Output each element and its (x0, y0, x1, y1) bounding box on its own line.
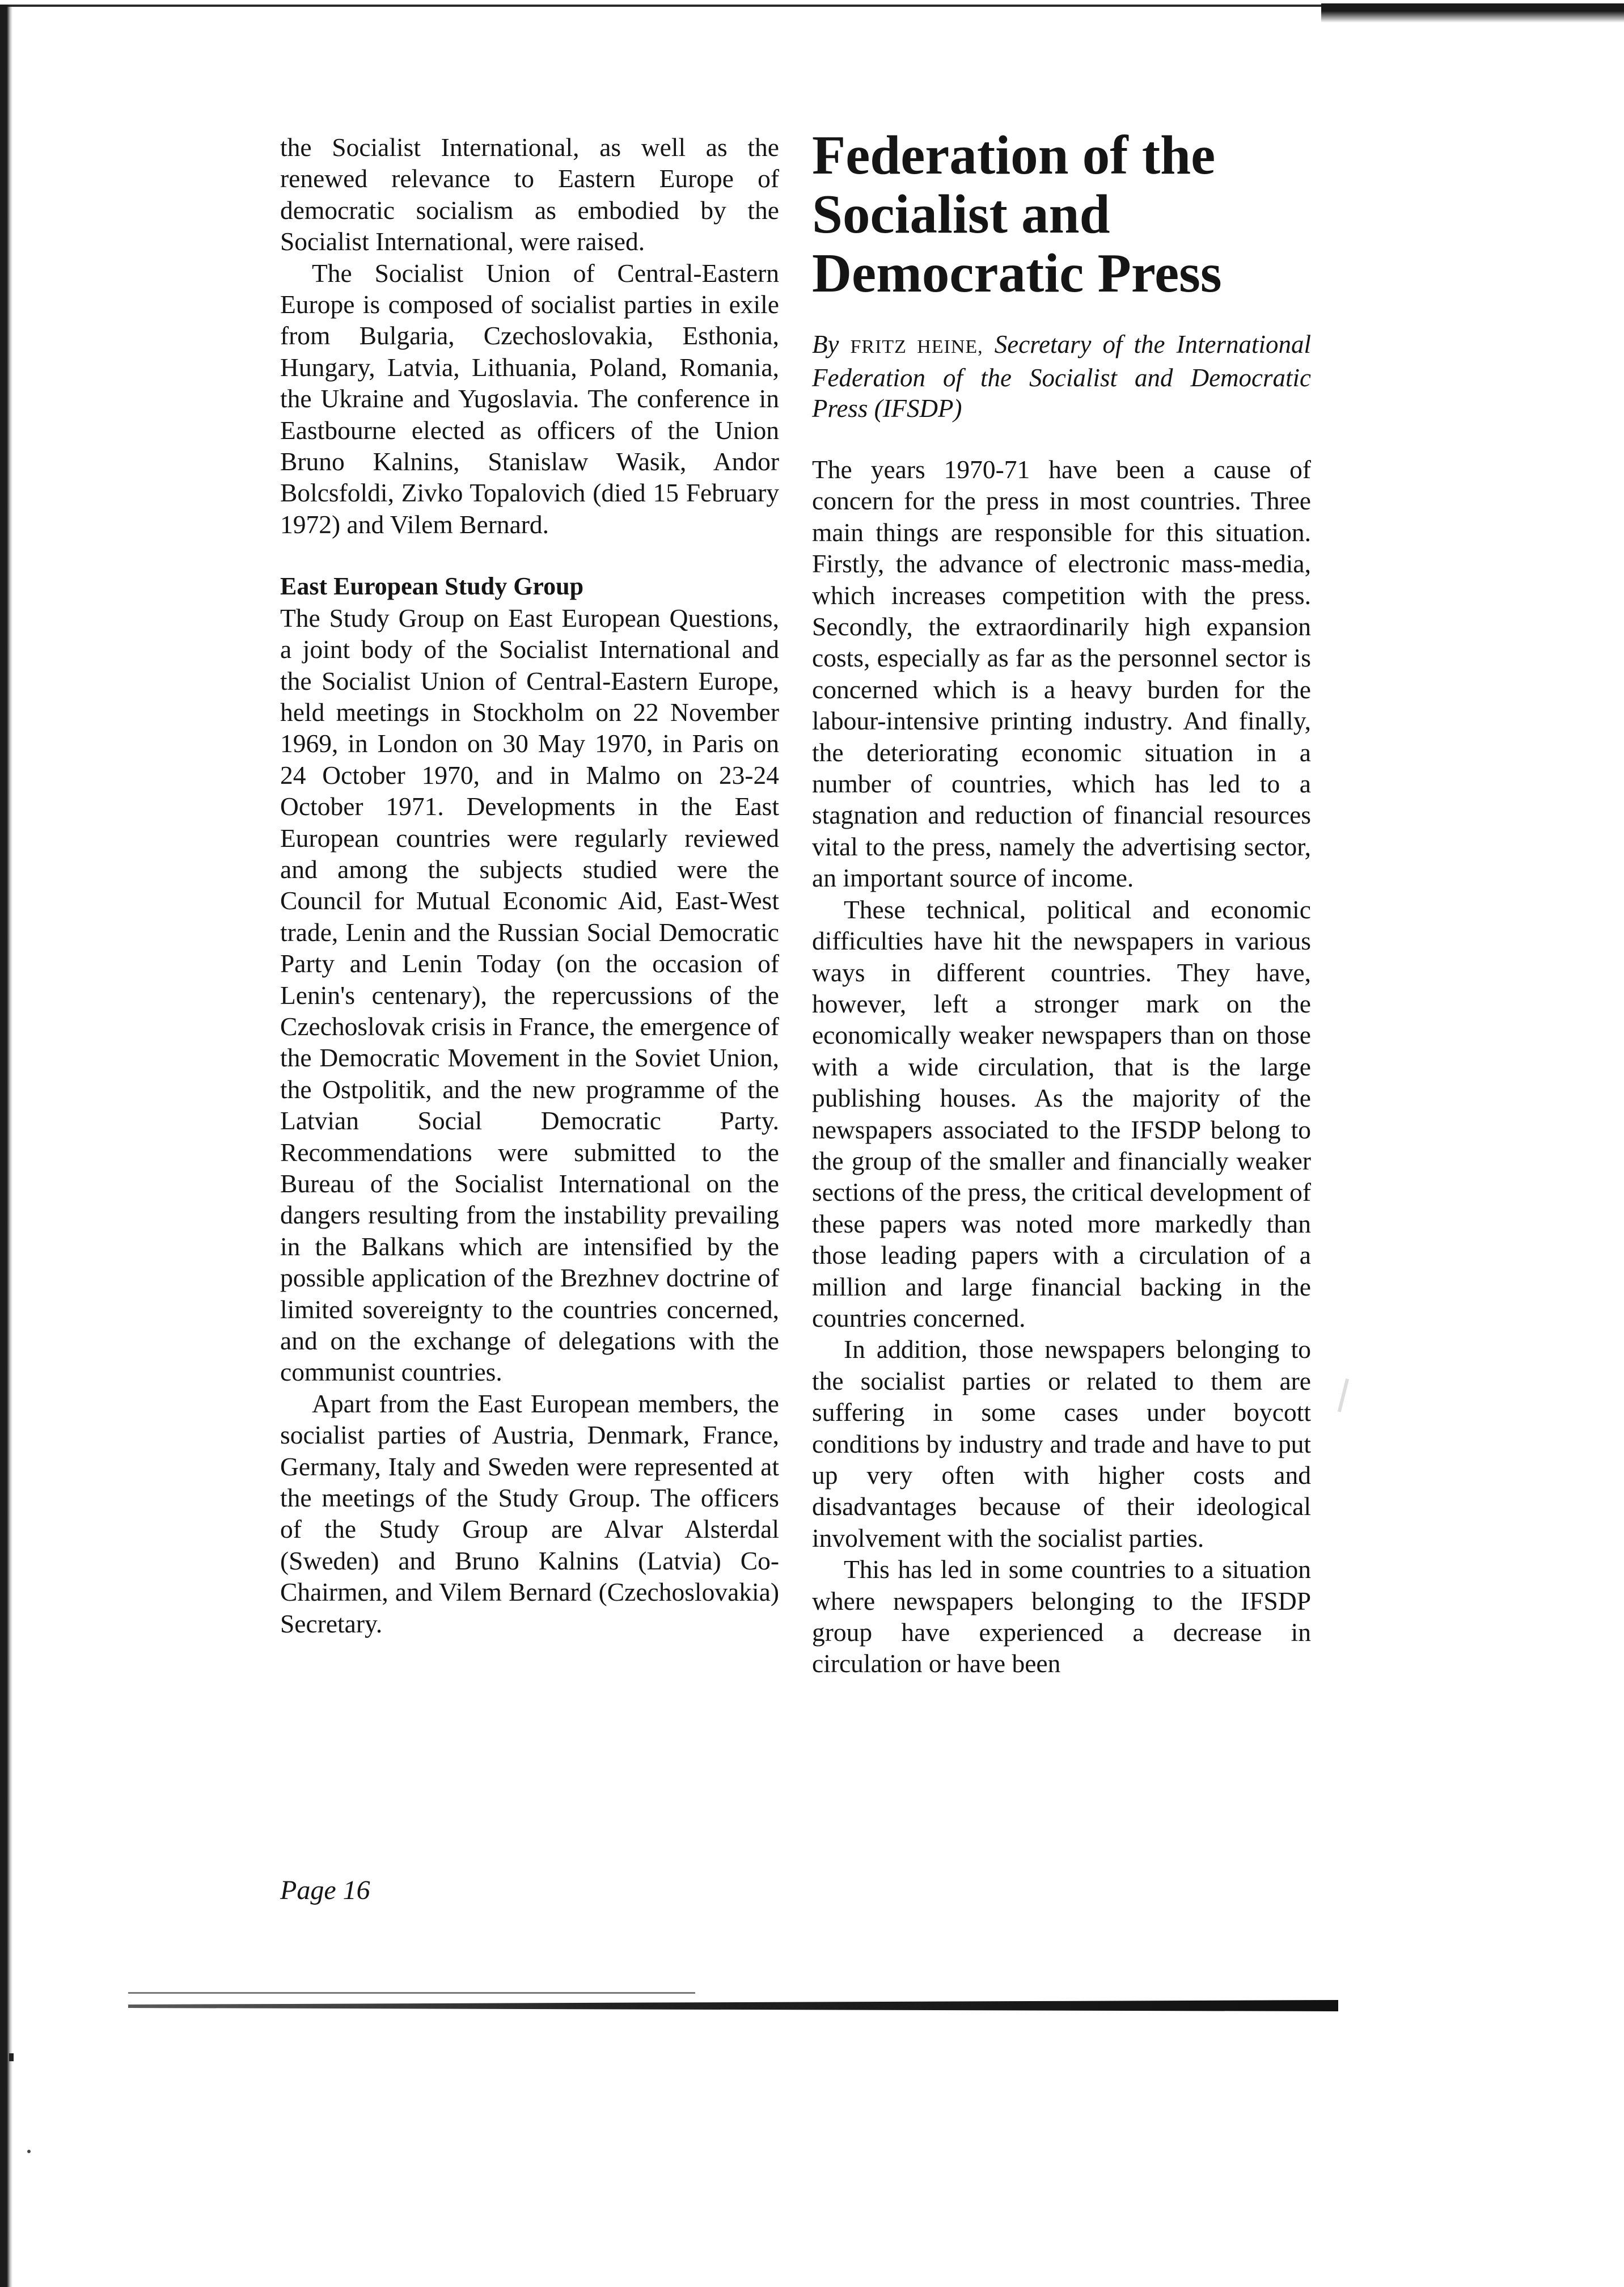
article-paragraph-4: This has led in some countries to a situation where newspapers belonging to the IFSDP group have experienced a decrease in circulation or have been (812, 1555, 1311, 1678)
left-paragraph-4: Apart from the East European members, the socialist parties of Austria, Denmark, France, Germany, Italy and Sweden were represented at the meetings of the Study Group. The officers of the Study Group are Alvar Alsterdal (Sweden) and Bruno Kalnins (Latvia) Co-Chairmen, and Vilem Bernard (Czechoslovakia) Secretary. (280, 1389, 779, 1638)
byline-role: Secretary of the International Federation of the Socialist and Democratic Press (IFSDP) (812, 330, 1311, 423)
scan-border-left (0, 5, 12, 2287)
right-column (812, 454, 1311, 1680)
article-title-line-1: Federation of the (812, 125, 1216, 185)
article-paragraph-2: These technical, political and economic difficulties have hit the newspapers in various ways in different countries. They have, however, left a stronger mark on the economically weaker newspapers than on those with a wide circulation, that is the large publishing houses. As the majority of the newspapers associated to the IFSDP belong to the group of the smaller and financially weaker sections of the press, the critical development of these papers was noted more markedly than those leading papers with a circulation of a million and large financial backing in the countries concerned. (812, 894, 1311, 1332)
left-paragraph-2: The Socialist Union of Central-Eastern Europe is composed of socialist parties in exile from Bulgaria, Czechoslovakia, Esthonia, Hungary, Latvia, Lithuania, Poland, Romania, the Ukraine and Yugoslavia. The conference in Eastbourne elected as officers of the Union Bruno Kalnins, Stanislaw Wasik, Andor Bolcsfoldi, Zivko Topalovich (died 15 February 1972) and Vilem Bernard. (280, 258, 779, 539)
scan-dot (27, 2150, 31, 2153)
byline-prefix: By (812, 330, 839, 358)
article-paragraph-1: The years 1970-71 have been a cause of concern for the press in most countries. Three main things are responsible for this situation. Firstly, the advance of electronic mass-media, which increases competition with the press. Secondly, the extraordinarily high expansion costs, especially as far as the personnel sector is concerned which is a heavy burden for the labour-intensive printing industry. And finally, the deteriorating economic situation in a number of countries, which has led to a stagnation and reduction of financial resources vital to the press, namely the advertising sector, an important source of income. (812, 455, 1311, 893)
scan-mark (9, 2053, 14, 2061)
byline-author: FRITZ HEINE, (850, 336, 983, 357)
article-title-line-3: Democratic Press (812, 243, 1222, 303)
byline (812, 329, 1311, 424)
scan-shadow-top-right (1321, 3, 1624, 23)
article-paragraph-3: In addition, those newspapers belonging to the socialist parties or related to them are suffering in some cases under boycott conditions by industry and trade and have to put up very often with higher costs and disadvantages because of their ideological involvement with the socialist parties. (812, 1335, 1311, 1552)
left-paragraph-3: The Study Group on East European Questions, a joint body of the Socialist International and the Socialist Union of Central-Eastern Europe, held meetings in Stockholm on 22 November 1969, in London on 30 May 1970, in Paris on 24 October 1970, and in Malmo on 23-24 October 1971. Developments in the East European countries were regularly reviewed and among the subjects studied were the Council for Mutual Economic Aid, East-West trade, Lenin and the Russian Social Democratic Party and Lenin Today (on the occasion of Lenin's centenary), the repercussions of the Czechoslovak crisis in France, the emergence of the Democratic Movement in the Soviet Union, the Ostpolitik, and the new programme of the Latvian Social Democratic Party. Recommendations were submitted to the Bureau of the Socialist International on the dangers resulting from the instability prevailing in the Balkans which are intensified by the possible application of the Brezhnev doctrine of limited sovereignty to the countries concerned, and on the exchange of delegations with the communist countries. (280, 603, 779, 1387)
scan-line-bottom-thin (128, 1992, 695, 1994)
scan-line-bottom (128, 2000, 1338, 2011)
section-heading: East European Study Group (280, 572, 584, 601)
left-paragraph-1: the Socialist International, as well as the renewed relevance to Eastern Europe of democratic socialism as embodied by the Socialist International, were raised. (280, 133, 779, 256)
scan-smudge (1338, 1378, 1349, 1412)
left-column (280, 132, 779, 1639)
article-title (812, 126, 1322, 303)
page-number: Page 16 (280, 1875, 370, 1905)
article-title-line-2: Socialist and (812, 184, 1110, 244)
